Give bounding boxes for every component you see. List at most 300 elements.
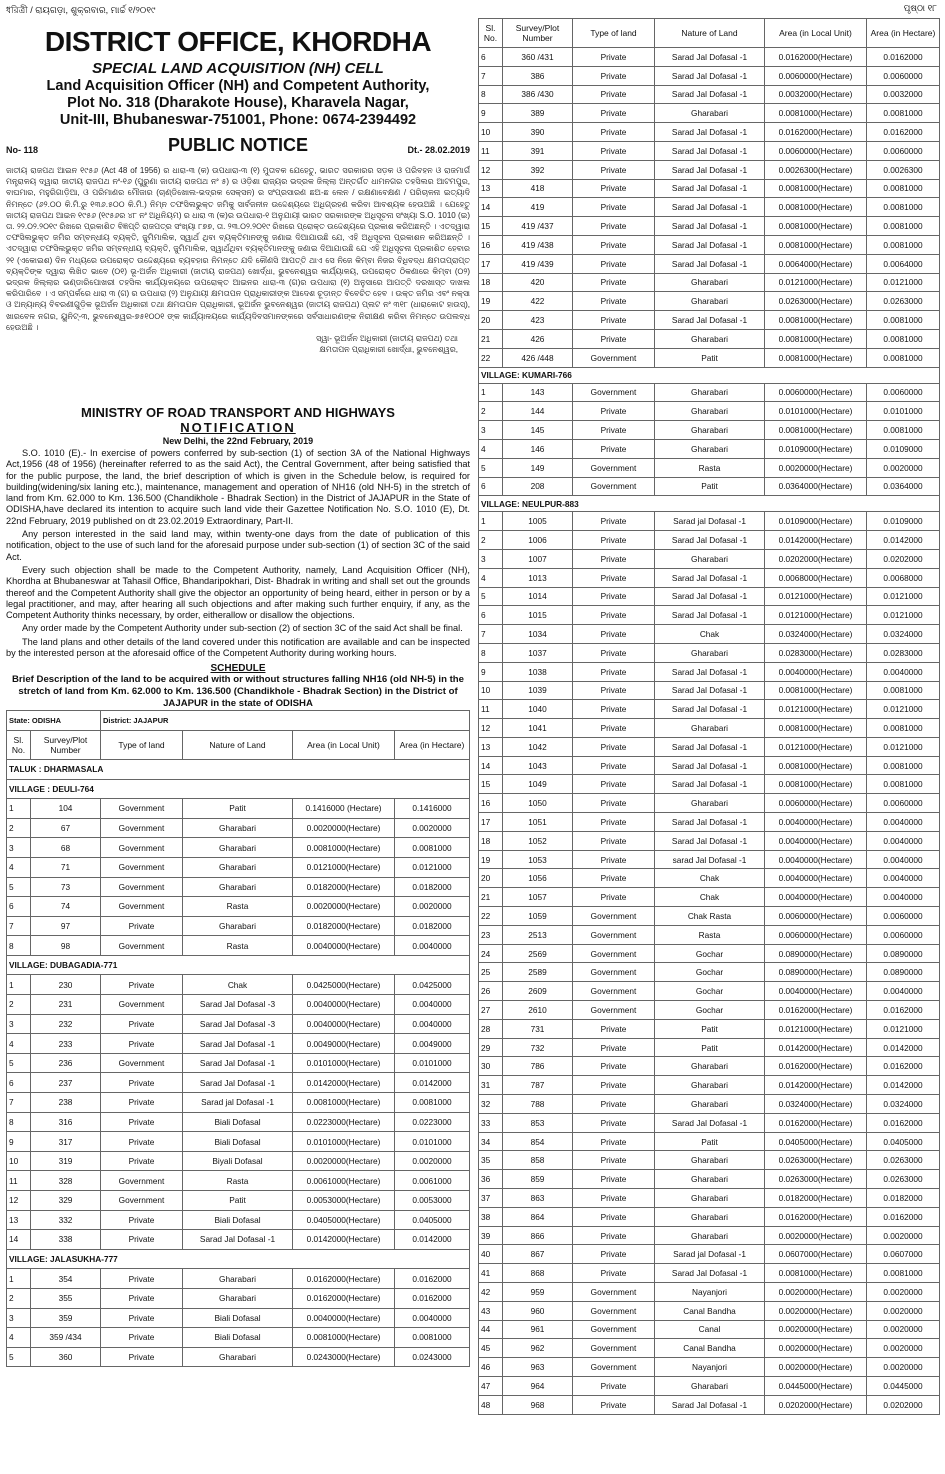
paragraph-so-1010: S.O. 1010 (E).- In exercise of powers conferred by sub-section (1) of section 3A of the National Highways Act,1956 (48 of 1956) (hereinafter referred to as the said Act), the Central Government, after being satisfied that for the public purpose, the land, the brief description of which is given in the Schedule below, is required for building(widening/six laning etc.), maintenance, management and operation of NH16 (old NH-5) in the stretch of land from Km. 62.000 to Km. 136.500 (Chandikhole - Bhadrak Section) in the District of JAJAPUR in the State of ODISHA,have declared its intention to acquire such land vide their Gazettee Notification No. S.O. 1010 (E), Dt. 22nd February, 2019 published on dt 23.02.2019 Extraordinary, Part-II. bbox=[6, 448, 470, 526]
col-area-local: Area (in Local Unit) bbox=[765, 19, 867, 48]
cell-area-local: 0.0081000(Hectare) bbox=[765, 756, 867, 775]
cell-area-hectare: 0.0324000 bbox=[867, 1095, 940, 1114]
village-header-row bbox=[7, 779, 470, 799]
cell-survey-plot: 1042 bbox=[503, 737, 573, 756]
village-header-row bbox=[7, 955, 470, 975]
cell-area-hectare: 0.0182000 bbox=[395, 877, 470, 897]
cell-area-local: 0.0081000(Hectare) bbox=[765, 235, 867, 254]
cell-area-hectare: 0.0064000 bbox=[867, 254, 940, 273]
table-row bbox=[7, 1073, 470, 1093]
cell-area-local: 0.0049000(Hectare) bbox=[293, 1034, 395, 1054]
table-row bbox=[479, 775, 940, 794]
cell-sl-no: 6 bbox=[7, 897, 31, 917]
cell-nature-of-land: Biali Dofasal bbox=[183, 1328, 293, 1348]
village-label: VILLAGE: KUMARI-766 bbox=[479, 367, 940, 383]
cell-sl-no: 7 bbox=[7, 916, 31, 936]
cell-area-local: 0.0081000(Hectare) bbox=[765, 198, 867, 217]
cell-nature-of-land: Sarad Jal Dofasal -1 bbox=[655, 756, 765, 775]
cell-area-hectare: 0.0081000 bbox=[867, 179, 940, 198]
cell-area-hectare: 0.0040000 bbox=[867, 662, 940, 681]
taluk-row bbox=[7, 759, 470, 779]
cell-nature-of-land: Gharabari bbox=[655, 383, 765, 402]
cell-area-local: 0.0020000(Hectare) bbox=[765, 1320, 867, 1339]
cell-area-local: 0.0081000(Hectare) bbox=[765, 329, 867, 348]
cell-sl-no: 43 bbox=[479, 1301, 503, 1320]
cell-area-hectare: 0.0081000 bbox=[867, 329, 940, 348]
cell-nature-of-land: Biali Dofasal bbox=[183, 1210, 293, 1230]
table-row bbox=[7, 1151, 470, 1171]
col-area-hectare: Area (in Hectare) bbox=[867, 19, 940, 48]
cell-area-local: 0.0607000(Hectare) bbox=[765, 1245, 867, 1264]
cell-nature-of-land: Biyali Dofasal bbox=[183, 1151, 293, 1171]
cell-type-of-land: Private bbox=[573, 179, 655, 198]
taluk-label: TALUK : DHARMASALA bbox=[7, 759, 470, 779]
cell-area-local: 0.0040000(Hectare) bbox=[293, 1308, 395, 1328]
cell-nature-of-land: Gharabari bbox=[655, 1189, 765, 1208]
cell-area-local: 0.0162000(Hectare) bbox=[293, 1269, 395, 1289]
cell-nature-of-land: Patit bbox=[655, 1019, 765, 1038]
cell-area-local: 0.0425000(Hectare) bbox=[293, 975, 395, 995]
cell-area-hectare: 0.0121000 bbox=[395, 857, 470, 877]
table-row bbox=[479, 606, 940, 625]
cell-area-hectare: 0.0109000 bbox=[867, 439, 940, 458]
table-row bbox=[479, 160, 940, 179]
village-label: VILLAGE: JALASUKHA-777 bbox=[7, 1249, 470, 1269]
cell-type-of-land: Private bbox=[573, 1038, 655, 1057]
cell-area-hectare: 0.0081000 bbox=[867, 775, 940, 794]
cell-nature-of-land: Sarad Jal Dofasal -1 bbox=[655, 681, 765, 700]
cell-type-of-land: Private bbox=[573, 719, 655, 738]
cell-sl-no: 3 bbox=[7, 838, 31, 858]
notice-heading bbox=[6, 135, 470, 161]
table-row bbox=[7, 1171, 470, 1191]
cell-sl-no: 21 bbox=[479, 888, 503, 907]
cell-nature-of-land: Gochar bbox=[655, 963, 765, 982]
cell-area-local: 0.0081000(Hectare) bbox=[293, 838, 395, 858]
cell-survey-plot: 959 bbox=[503, 1283, 573, 1302]
cell-type-of-land: Private bbox=[101, 1073, 183, 1093]
cell-nature-of-land: Biali Dofasal bbox=[183, 1112, 293, 1132]
table-row bbox=[479, 1264, 940, 1283]
cell-survey-plot: 420 bbox=[503, 273, 573, 292]
cell-type-of-land: Private bbox=[101, 1034, 183, 1054]
cell-survey-plot: 1037 bbox=[503, 643, 573, 662]
cell-survey-plot: 1053 bbox=[503, 850, 573, 869]
cell-survey-plot: 858 bbox=[503, 1151, 573, 1170]
cell-type-of-land: Private bbox=[573, 1395, 655, 1414]
table-row bbox=[479, 662, 940, 681]
cell-nature-of-land: Sarad Jal Dofasal -1 bbox=[183, 1230, 293, 1250]
cell-nature-of-land: Gharabari bbox=[183, 1347, 293, 1367]
cell-type-of-land: Private bbox=[101, 1093, 183, 1113]
cell-nature-of-land: Chak bbox=[183, 975, 293, 995]
cell-area-hectare: 0.0121000 bbox=[867, 737, 940, 756]
cell-nature-of-land: Sarad Jal Dofasal -1 bbox=[655, 85, 765, 104]
cell-survey-plot: 1007 bbox=[503, 549, 573, 568]
cell-type-of-land: Private bbox=[573, 1376, 655, 1395]
cell-sl-no: 17 bbox=[479, 254, 503, 273]
cell-survey-plot: 962 bbox=[503, 1339, 573, 1358]
village-header-row bbox=[479, 496, 940, 512]
table-row bbox=[479, 719, 940, 738]
table-row bbox=[7, 975, 470, 995]
cell-nature-of-land: Sarad Jal Dofasal -1 bbox=[655, 66, 765, 85]
cell-type-of-land: Private bbox=[573, 439, 655, 458]
cell-area-hectare: 0.0081000 bbox=[867, 1264, 940, 1283]
cell-type-of-land: Private bbox=[573, 643, 655, 662]
cell-sl-no: 5 bbox=[7, 877, 31, 897]
cell-sl-no: 5 bbox=[479, 587, 503, 606]
cell-type-of-land: Private bbox=[573, 531, 655, 550]
cell-type-of-land: Private bbox=[573, 292, 655, 311]
cell-area-local: 0.0101000(Hectare) bbox=[293, 1053, 395, 1073]
cell-type-of-land: Private bbox=[573, 794, 655, 813]
cell-area-hectare: 0.0020000 bbox=[867, 1320, 940, 1339]
cell-nature-of-land: Sarad Jal Dofasal -1 bbox=[655, 831, 765, 850]
cell-type-of-land: Government bbox=[101, 897, 183, 917]
cell-area-local: 0.0405000(Hectare) bbox=[765, 1132, 867, 1151]
cell-survey-plot: 145 bbox=[503, 421, 573, 440]
table-row bbox=[479, 1170, 940, 1189]
cell-type-of-land: Private bbox=[101, 1269, 183, 1289]
cell-sl-no: 3 bbox=[479, 549, 503, 568]
cell-area-hectare: 0.0040000 bbox=[867, 813, 940, 832]
table-row bbox=[479, 1395, 940, 1414]
cell-nature-of-land: Gharabari bbox=[655, 273, 765, 292]
village-header-row bbox=[7, 1249, 470, 1269]
cell-survey-plot: 1006 bbox=[503, 531, 573, 550]
cell-type-of-land: Government bbox=[573, 383, 655, 402]
cell-survey-plot: 1050 bbox=[503, 794, 573, 813]
cell-area-local: 0.0081000(Hectare) bbox=[765, 775, 867, 794]
cell-nature-of-land: Gharabari bbox=[183, 857, 293, 877]
cell-nature-of-land: Gochar bbox=[655, 1001, 765, 1020]
cell-survey-plot: 1039 bbox=[503, 681, 573, 700]
cell-area-hectare: 0.0040000 bbox=[395, 1014, 470, 1034]
cell-nature-of-land: Gharabari bbox=[655, 421, 765, 440]
cell-nature-of-land: Sarad Jal Dofasal -1 bbox=[655, 662, 765, 681]
cell-area-hectare: 0.0890000 bbox=[867, 963, 940, 982]
cell-area-local: 0.0162000(Hectare) bbox=[765, 123, 867, 142]
cell-type-of-land: Private bbox=[573, 66, 655, 85]
cell-survey-plot: 854 bbox=[503, 1132, 573, 1151]
cell-sl-no: 2 bbox=[479, 531, 503, 550]
cell-area-hectare: 0.0020000 bbox=[867, 458, 940, 477]
cell-nature-of-land: Sarad Jal Dofasal -1 bbox=[655, 123, 765, 142]
cell-area-local: 0.0060000(Hectare) bbox=[765, 66, 867, 85]
cell-survey-plot: 1041 bbox=[503, 719, 573, 738]
table-row bbox=[7, 1230, 470, 1250]
cell-type-of-land: Private bbox=[573, 1226, 655, 1245]
cell-type-of-land: Private bbox=[573, 1151, 655, 1170]
table-row bbox=[479, 888, 940, 907]
cell-area-local: 0.0040000(Hectare) bbox=[765, 831, 867, 850]
cell-area-local: 0.0405000(Hectare) bbox=[293, 1210, 395, 1230]
cell-sl-no: 33 bbox=[479, 1113, 503, 1132]
cell-area-hectare: 0.0202000 bbox=[867, 1395, 940, 1414]
cell-nature-of-land: Rasta bbox=[655, 458, 765, 477]
cell-area-hectare: 0.0020000 bbox=[395, 818, 470, 838]
cell-area-local: 0.0020000(Hectare) bbox=[765, 1283, 867, 1302]
cell-area-hectare: 0.0040000 bbox=[395, 995, 470, 1015]
cell-survey-plot: 97 bbox=[31, 916, 101, 936]
table-row bbox=[7, 1308, 470, 1328]
cell-sl-no: 11 bbox=[479, 700, 503, 719]
table-row bbox=[479, 925, 940, 944]
table-row bbox=[479, 311, 940, 330]
cell-type-of-land: Government bbox=[573, 1358, 655, 1377]
cell-area-local: 0.0020000(Hectare) bbox=[765, 1358, 867, 1377]
col-nature-of-land: Nature of Land bbox=[183, 730, 293, 759]
cell-sl-no: 11 bbox=[7, 1171, 31, 1191]
cell-sl-no: 7 bbox=[7, 1093, 31, 1113]
cell-area-hectare: 0.0101000 bbox=[867, 402, 940, 421]
cell-survey-plot: 230 bbox=[31, 975, 101, 995]
cell-type-of-land: Government bbox=[101, 818, 183, 838]
cell-nature-of-land: Sarad Jal Dofasal -1 bbox=[655, 737, 765, 756]
cell-area-local: 0.0081000(Hectare) bbox=[765, 421, 867, 440]
cell-type-of-land: Private bbox=[573, 1132, 655, 1151]
cell-area-hectare: 0.0121000 bbox=[867, 587, 940, 606]
cell-area-local: 0.0283000(Hectare) bbox=[765, 643, 867, 662]
cell-type-of-land: Private bbox=[101, 1347, 183, 1367]
cell-nature-of-land: Gharabari bbox=[655, 794, 765, 813]
cell-sl-no: 12 bbox=[479, 160, 503, 179]
cell-sl-no: 30 bbox=[479, 1057, 503, 1076]
cell-sl-no: 23 bbox=[479, 925, 503, 944]
state-district-row bbox=[7, 711, 470, 731]
cell-survey-plot: 386 bbox=[503, 66, 573, 85]
cell-type-of-land: Private bbox=[573, 1170, 655, 1189]
cell-nature-of-land: Gharabari bbox=[655, 439, 765, 458]
cell-survey-plot: 316 bbox=[31, 1112, 101, 1132]
cell-area-local: 0.0040000(Hectare) bbox=[765, 813, 867, 832]
table-row bbox=[479, 402, 940, 421]
cell-sl-no: 25 bbox=[479, 963, 503, 982]
cell-area-local: 0.0064000(Hectare) bbox=[765, 254, 867, 273]
cell-survey-plot: 423 bbox=[503, 311, 573, 330]
cell-type-of-land: Government bbox=[573, 1283, 655, 1302]
cell-type-of-land: Private bbox=[573, 587, 655, 606]
table-row bbox=[479, 235, 940, 254]
cell-type-of-land: Government bbox=[573, 1339, 655, 1358]
table-row bbox=[479, 1245, 940, 1264]
cell-area-local: 0.0162000(Hectare) bbox=[765, 1057, 867, 1076]
cell-sl-no: 32 bbox=[479, 1095, 503, 1114]
cell-nature-of-land: Sarad Jal Dofasal -1 bbox=[655, 1395, 765, 1414]
table-row bbox=[479, 944, 940, 963]
col-sl-no: Sl. No. bbox=[7, 730, 31, 759]
table-header-row bbox=[7, 730, 470, 759]
cell-type-of-land: Private bbox=[101, 916, 183, 936]
cell-survey-plot: 338 bbox=[31, 1230, 101, 1250]
cell-nature-of-land: Sarad jal Dofasal -1 bbox=[183, 1093, 293, 1113]
cell-survey-plot: 864 bbox=[503, 1207, 573, 1226]
cell-area-local: 0.0445000(Hectare) bbox=[765, 1376, 867, 1395]
table-row bbox=[479, 1038, 940, 1057]
cell-survey-plot: 143 bbox=[503, 383, 573, 402]
cell-survey-plot: 968 bbox=[503, 1395, 573, 1414]
cell-type-of-land: Government bbox=[101, 838, 183, 858]
cell-type-of-land: Government bbox=[573, 1001, 655, 1020]
cell-area-hectare: 0.0142000 bbox=[867, 531, 940, 550]
cell-area-local: 0.0081000(Hectare) bbox=[765, 719, 867, 738]
cell-survey-plot: 355 bbox=[31, 1288, 101, 1308]
cell-area-hectare: 0.0081000 bbox=[395, 1093, 470, 1113]
cell-sl-no: 14 bbox=[479, 198, 503, 217]
table-row bbox=[479, 737, 940, 756]
cell-sl-no: 9 bbox=[7, 1132, 31, 1152]
cell-nature-of-land: Gharabari bbox=[655, 1151, 765, 1170]
cell-type-of-land: Private bbox=[573, 85, 655, 104]
right-table-body bbox=[479, 48, 940, 1415]
cell-sl-no: 48 bbox=[479, 1395, 503, 1414]
cell-area-local: 0.0020000(Hectare) bbox=[293, 1151, 395, 1171]
table-row bbox=[7, 799, 470, 819]
cell-area-local: 0.0263000(Hectare) bbox=[765, 292, 867, 311]
table-row bbox=[479, 1019, 940, 1038]
table-row bbox=[7, 916, 470, 936]
left-column bbox=[6, 18, 470, 1470]
table-row bbox=[479, 531, 940, 550]
cell-area-local: 0.0081000(Hectare) bbox=[765, 1264, 867, 1283]
cell-area-hectare: 0.0121000 bbox=[867, 606, 940, 625]
cell-survey-plot: 1013 bbox=[503, 568, 573, 587]
cell-survey-plot: 359 bbox=[31, 1308, 101, 1328]
table-row bbox=[479, 1226, 940, 1245]
table-header-row bbox=[479, 19, 940, 48]
cell-area-hectare: 0.0121000 bbox=[867, 273, 940, 292]
cell-type-of-land: Private bbox=[101, 1132, 183, 1152]
cell-area-local: 0.0101000(Hectare) bbox=[293, 1132, 395, 1152]
cell-type-of-land: Private bbox=[573, 625, 655, 644]
table-row bbox=[479, 1095, 940, 1114]
table-row bbox=[479, 1151, 940, 1170]
cell-nature-of-land: Gharabari bbox=[655, 1095, 765, 1114]
cell-type-of-land: Private bbox=[573, 1113, 655, 1132]
cell-survey-plot: 104 bbox=[31, 799, 101, 819]
cell-nature-of-land: Canal Bandha bbox=[655, 1339, 765, 1358]
cell-type-of-land: Private bbox=[101, 1210, 183, 1230]
cell-area-hectare: 0.0445000 bbox=[867, 1376, 940, 1395]
cell-survey-plot: 1034 bbox=[503, 625, 573, 644]
cell-sl-no: 2 bbox=[7, 1288, 31, 1308]
cell-area-hectare: 0.0121000 bbox=[867, 1019, 940, 1038]
table-row bbox=[7, 877, 470, 897]
col-type-of-land: Type of land bbox=[573, 19, 655, 48]
cell-area-hectare: 0.0162000 bbox=[867, 123, 940, 142]
cell-type-of-land: Private bbox=[573, 737, 655, 756]
table-row bbox=[479, 625, 940, 644]
cell-nature-of-land: Rasta bbox=[183, 897, 293, 917]
cell-area-hectare: 0.0081000 bbox=[867, 311, 940, 330]
cell-area-local: 0.0142000(Hectare) bbox=[765, 531, 867, 550]
paragraph-objection-procedure: Every such objection shall be made to the Competent Authority, namely, Land Acquisition Officer (NH), Khordha at Bhubaneswar at Tahasil Office, Bhandaripokhari, Dist- Bhadrak in writing and shall set out the grounds thereof and the Competent Authority shall give the objector an opportunity of being heard, either in person or by a legal practitioner, and may, after hearing all such objections and after making such further enquiry, if any, as the Competent Authority thinks necessary, by order, eitherallow or disallow the objections. bbox=[6, 564, 470, 621]
cell-nature-of-land: Chak bbox=[655, 888, 765, 907]
cell-type-of-land: Private bbox=[101, 1288, 183, 1308]
cell-type-of-land: Government bbox=[101, 857, 183, 877]
cell-type-of-land: Government bbox=[573, 1301, 655, 1320]
cell-area-local: 0.0081000(Hectare) bbox=[765, 348, 867, 367]
cell-survey-plot: 354 bbox=[31, 1269, 101, 1289]
cell-nature-of-land: Sarad Jal Dofasal -1 bbox=[655, 531, 765, 550]
cell-area-hectare: 0.0142000 bbox=[867, 1076, 940, 1095]
cell-sl-no: 4 bbox=[7, 857, 31, 877]
cell-nature-of-land: Gharabari bbox=[183, 916, 293, 936]
cell-area-hectare: 0.0060000 bbox=[867, 141, 940, 160]
cell-survey-plot: 1059 bbox=[503, 907, 573, 926]
odia-notice bbox=[6, 165, 470, 397]
cell-type-of-land: Private bbox=[573, 831, 655, 850]
cell-survey-plot: 419 bbox=[503, 198, 573, 217]
cell-sl-no: 28 bbox=[479, 1019, 503, 1038]
cell-area-local: 0.0142000(Hectare) bbox=[765, 1038, 867, 1057]
cell-sl-no: 39 bbox=[479, 1226, 503, 1245]
cell-sl-no: 19 bbox=[479, 850, 503, 869]
cell-nature-of-land: Sarad jal Dofasal -1 bbox=[655, 1245, 765, 1264]
cell-type-of-land: Government bbox=[101, 936, 183, 956]
cell-area-local: 0.0182000(Hectare) bbox=[293, 877, 395, 897]
cell-survey-plot: 2609 bbox=[503, 982, 573, 1001]
cell-survey-plot: 787 bbox=[503, 1076, 573, 1095]
table-row bbox=[479, 292, 940, 311]
cell-nature-of-land: Gharabari bbox=[655, 1076, 765, 1095]
left-table-body bbox=[7, 779, 470, 1367]
table-row bbox=[479, 198, 940, 217]
cell-area-local: 0.0182000(Hectare) bbox=[293, 916, 395, 936]
cell-survey-plot: 418 bbox=[503, 179, 573, 198]
cell-survey-plot: 731 bbox=[503, 1019, 573, 1038]
table-row bbox=[479, 1001, 940, 1020]
cell-sl-no: 4 bbox=[7, 1034, 31, 1054]
cell-nature-of-land: Sarad Jal Dofasal -1 bbox=[655, 1264, 765, 1283]
cell-area-hectare: 0.0068000 bbox=[867, 568, 940, 587]
table-row bbox=[479, 794, 940, 813]
cell-area-local: 0.0020000(Hectare) bbox=[765, 1301, 867, 1320]
cell-sl-no: 45 bbox=[479, 1339, 503, 1358]
cell-area-local: 0.0040000(Hectare) bbox=[765, 888, 867, 907]
cell-nature-of-land: Gharabari bbox=[655, 1057, 765, 1076]
cell-sl-no: 3 bbox=[479, 421, 503, 440]
cell-area-local: 0.0121000(Hectare) bbox=[293, 857, 395, 877]
cell-area-hectare: 0.0081000 bbox=[395, 1328, 470, 1348]
cell-type-of-land: Private bbox=[573, 775, 655, 794]
cell-type-of-land: Private bbox=[573, 421, 655, 440]
cell-area-local: 0.0121000(Hectare) bbox=[765, 700, 867, 719]
cell-area-hectare: 0.1416000 bbox=[395, 799, 470, 819]
cell-area-local: 0.0223000(Hectare) bbox=[293, 1112, 395, 1132]
cell-type-of-land: Government bbox=[573, 477, 655, 496]
table-row bbox=[7, 1112, 470, 1132]
table-row bbox=[7, 1347, 470, 1367]
cell-area-hectare: 0.0060000 bbox=[867, 925, 940, 944]
cell-sl-no: 41 bbox=[479, 1264, 503, 1283]
cell-area-hectare: 0.0026300 bbox=[867, 160, 940, 179]
cell-nature-of-land: Gharabari bbox=[655, 104, 765, 123]
cell-nature-of-land: Sarad Jal Dofasal -3 bbox=[183, 1014, 293, 1034]
cell-sl-no: 4 bbox=[479, 568, 503, 587]
cell-nature-of-land: Sarad Jal Dofasal -1 bbox=[655, 179, 765, 198]
cell-area-hectare: 0.0020000 bbox=[867, 1283, 940, 1302]
cell-area-local: 0.0109000(Hectare) bbox=[765, 439, 867, 458]
cell-sl-no: 14 bbox=[7, 1230, 31, 1250]
cell-area-hectare: 0.0607000 bbox=[867, 1245, 940, 1264]
cell-sl-no: 40 bbox=[479, 1245, 503, 1264]
cell-area-local: 0.0263000(Hectare) bbox=[765, 1151, 867, 1170]
cell-area-hectare: 0.0081000 bbox=[867, 104, 940, 123]
cell-nature-of-land: Sarad Jal Dofasal -1 bbox=[655, 606, 765, 625]
odia-notice-body: ଜାତୀୟ ରାଜପଥ ଆଇନ ୧୯୫୬ (Act 48 of 1956) ର ଧାରା-୩ (କ) ଉପଧାରା-୩ (୧) ମୁତାବକ ଯେହେତୁ, ଭାରତ ସରକାରର ସଡ଼କ ଓ ପରିବହନ ଓ ରାଜମାର୍ଗ ମନ୍ତ୍ରାଳୟ ଦ୍ୱାରା ଜାତୀୟ ରାଜପଥ ନଂ-୧୬ (ପୁରୁଣା ଜାତୀୟ ରାଜପଥ ନଂ ୫) ର ଓଡ଼ିଶା ରାଜ୍ୟର ଭଦ୍ରକ ଜିଲ୍ଲା ଅନ୍ତର୍ଗତ ଧାମନଗର ତହସିଲର ଆଟମପୁର, ବାଘମାର, ମହୁରିଗାଡ଼ିଆ, ଓ ପରିମାଣର ମୌଜାର (ଚାଣ୍ଡିଖୋଲ-ଭଦ୍ରକ ସେକ୍ସନ) ର ସଂପ୍ରସାରଣ ଛଅ-ଛ ଲେନ / ରକ୍ଷଣାବେକ୍ଷଣ / ପରିଚାଳନା ଇତ୍ୟାଦି ନିମନ୍ତେ (୬୨.୦୦ କି.ମି.ରୁ ୧୩୬.୫୦୦ କି.ମି.) ନିମ୍ନ ତଫସିଲଭୁକ୍ତ ଜମିକୁ ସାର୍ବଜନୀନ ଉଦ୍ଦେଶ୍ୟରେ ଅଧିଗ୍ରହଣ କରିବା ଆବଶ୍ୟକ ହେଉଅଛି । ଯେହେତୁ ଜାତୀୟ ରାଜପଥ ଆଇନ ୧୯୫୬ (୧୯୫୬ର ୪୮ ନଂ ଅଧିନିୟମ) ର ଧାରା ୩ (କ)ର ଉପଧାରା-୧ ଅନୁଯାୟୀ ଭାରତ ସରକାରଙ୍କ ଅଧିସୂଚନା ସଂଖ୍ୟା S.O. 1010 (ଇ) ତା. ୨୨.୦୨.୨୦୧୯ ରିଖରେ ପ୍ରକାଶିତ ବିଜ୍ଞପ୍ତି ରାଜପତ୍ର ସଂଖ୍ୟା ୮୭୭, ତା. ୨୩.୦୨.୨୦୧୯ ରିଖରେ ପ୍ରୋକ୍ତ ଉଦ୍ଦେଶ୍ୟରେ ପ୍ରକାଶ କରିଅଛନ୍ତି । ଏତଦ୍ୱାରା ତଫସିଲଭୁକ୍ତ ଜମିର ସମ୍ବନ୍ଧୀୟ ବ୍ୟକ୍ତି, ଜୁମିମାଲିକ, ସ୍ୱାର୍ଥ ଥିବା ବ୍ୟକ୍ତିମାନଙ୍କୁ ଜଣାଇ ଦିଆଯାଉଛି ଯେ, ଏହି ଅଧିସୂଚନା ପ୍ରକାଶନ କରିଅଛନ୍ତି । ଏତଦ୍ୱାରା ତଫସିଲଭୁକ୍ତ ଜମିର ସମ୍ବନ୍ଧୀୟ ବ୍ୟକ୍ତି, ଜୁମିମାଲିକ, ସ୍ୱାର୍ଥଥିବା ବ୍ୟକ୍ତିମାନଙ୍କୁ ଜଣାଇ ଦିଆଯାଉଛି ଯେ ଏହି ଅଧିସୂଚନା ପ୍ରକାଶିତ ହେବାର ୨୧ (ଏକୋଇଶ) ଦିନ ମଧ୍ୟରେ ଉପରୋକ୍ତ ଉଦ୍ଦେଶ୍ୟରେ ବ୍ୟବହାର ନିମନ୍ତେ ଯଦି କୌଣସି ଆପତ୍ତି ଥାଏ ସେ ନିଜେ କିମ୍ବା ନିଜର ବିଧିବଦ୍ଧ କ୍ଷମତାପ୍ରାପ୍ତ ବ୍ୟକ୍ତିଙ୍କ ଦ୍ୱାରା ଲିଖିତ ଭାବେ (୦୧) ଭୂ-ଅର୍ଜନ ଅଧିକାରୀ (ଜାତୀୟ ରାଜପଥ) ଖୋର୍ଦ୍ଧା, ଭୁବନେଶ୍ୱର କାର୍ଯ୍ୟାଳୟ, ଉପରୋକ୍ତ ଠିକଣାରେ କିମ୍ବା (୦୨) ଭଦ୍ରକ ଜିଲ୍ଲାର ଭଣ୍ଡାରିପୋଖରୀ ତହସିଲ କାର୍ଯ୍ୟାଳୟରେ ଉପରୋକ୍ତ ଆଇନର ଧାରା-୩ (ଗ)ର ଉପଧାରା (୧) ଅନୁସାରେ ଆପତ୍ତି ଦରଖାସ୍ତ ଦାଖଲ କରିପାରିବେ । ଏ ସମ୍ପର୍କରେ ଧାରା ୩ (ଗ) ର ଉପଧାରା (୨) ଅନୁଯାୟୀ କ୍ଷମତାପନ ପ୍ରାଧିକାରୀଙ୍କ ଆଦେଶ ଚୂଡ଼ାନ୍ତ ବିବେଚିତ ହେବ । ଉକ୍ତ ଜମିର ଏବଂ ନକ୍ସା ଓ ଅନ୍ୟାନ୍ୟ ବିବରଣୀଗୁଡ଼ିକ ଭୂଅର୍ଜନ ଅଧିକାରୀ ତଥା କ୍ଷମତାପନ ପ୍ରାଧିକାରୀ, ଭୂଅର୍ଜନ ଭୁବନେଶ୍ୱର (ଜାତୀୟ ରାଜପଥ) ପ୍ଲଟ ନଂ ୩୧୮ (ଧାରାକୋଟ ହାଉସ୍), ଖାରବେଳ ନଗର, ୟୁନିଟ୍-୩, ଭୁବନେଶ୍ୱର-୭୫୧୦୦୧ ଙ୍କ କାର୍ଯ୍ୟାଳୟରେ କାର୍ଯ୍ୟଦିବସମାନଙ୍କରେ ସର୍ବସାଧାରଣଙ୍କ ନିରୀକ୍ଷଣ କରିବା ନିମନ୍ତେ ଉପଲବ୍ଧ ହେଉଅଛି । bbox=[6, 166, 470, 332]
